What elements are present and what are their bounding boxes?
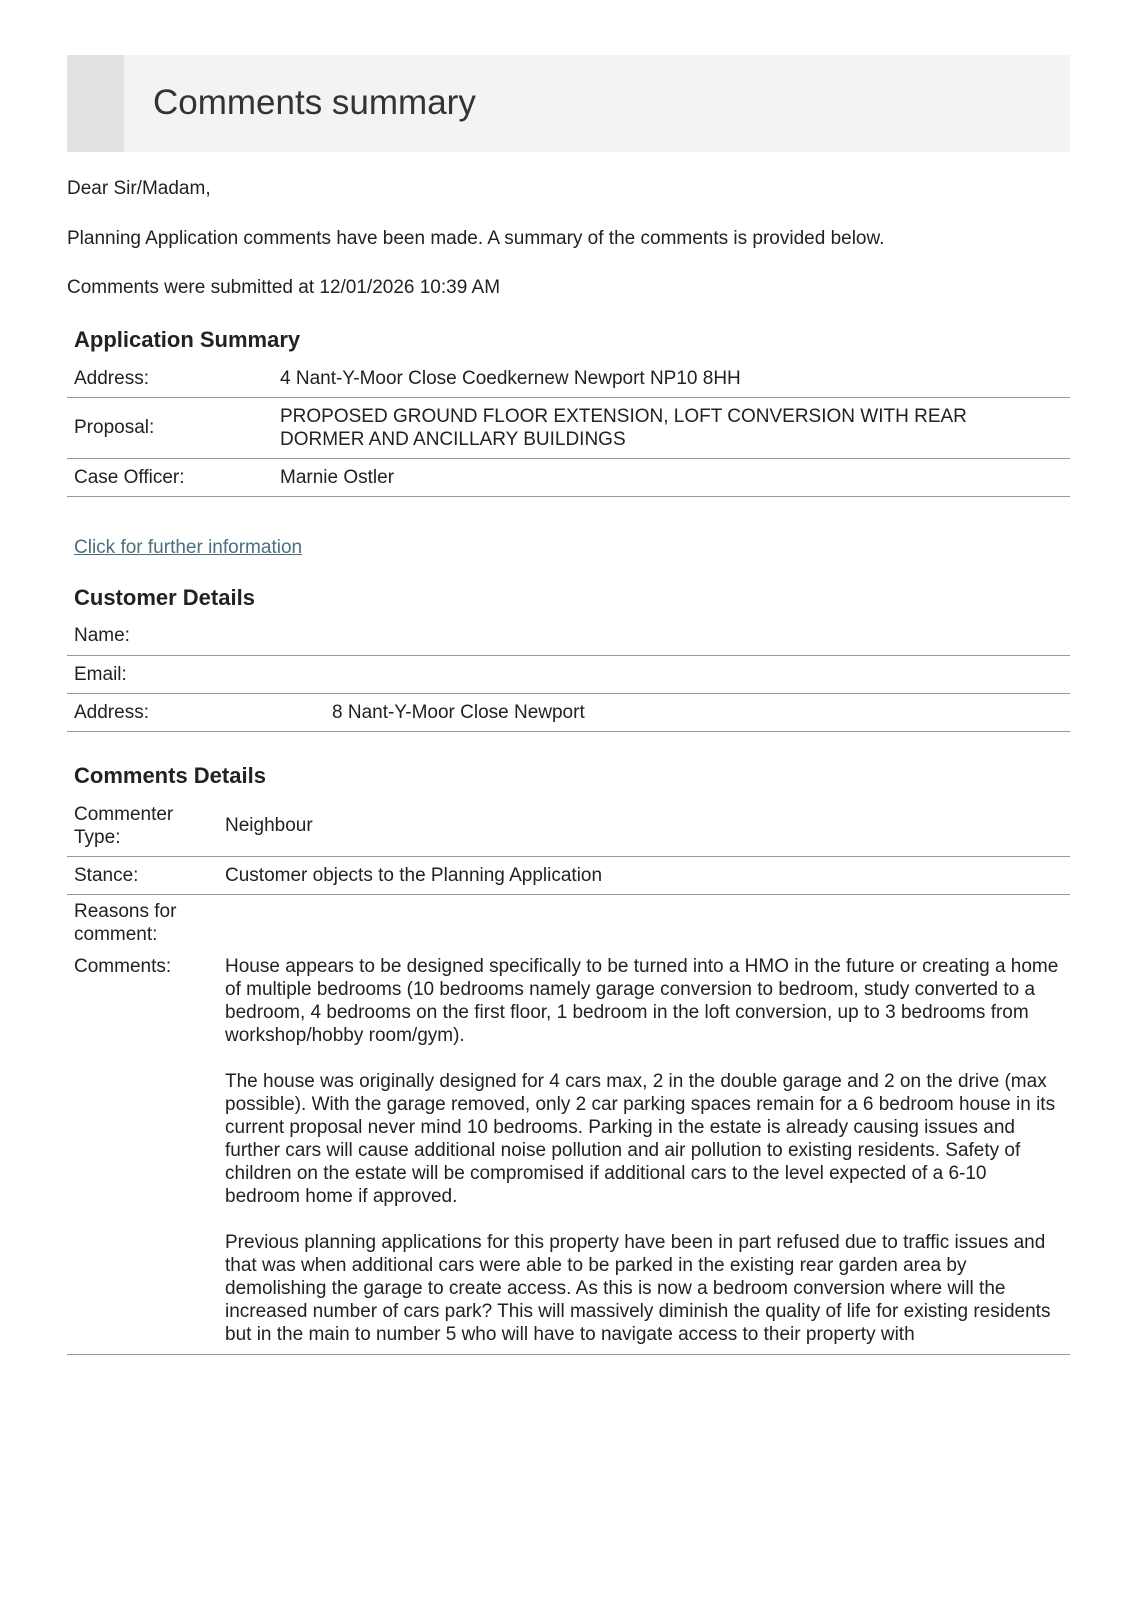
customer-details-table: [67, 617, 1070, 732]
header-accent: [67, 55, 124, 152]
email-value: [325, 655, 1070, 693]
commenter-type-value: Neighbour: [225, 815, 313, 837]
further-information-link[interactable]: Click for further information: [74, 537, 303, 558]
page-title: Comments summary: [153, 83, 476, 122]
application-summary-table: [67, 360, 1070, 497]
table-row: [67, 458, 1070, 496]
table-row: [67, 655, 1070, 693]
table-row: [67, 397, 1070, 458]
customer-details-title: Customer Details: [74, 585, 255, 610]
case-officer-value: Marnie Ostler: [280, 466, 395, 488]
stance-label: Stance:: [74, 864, 139, 886]
comments-details-table: [67, 796, 1070, 1355]
customer-address-label: Address:: [74, 701, 149, 723]
customer-address-value: 8 Nant-Y-Moor Close Newport: [332, 701, 585, 723]
comment-paragraph: House appears to be designed specifically to be turned into a HMO in the future or creating a home of multiple bedrooms (10 bedrooms namely garage conversion to bedroom, study converted to a bedroom, 4 bedrooms on the first floor, 1 bedroom in the loft conversion, up to 3 bedrooms from workshop/hobby room/gym).: [225, 956, 1059, 1046]
table-row: [67, 617, 1070, 655]
name-value: [325, 617, 1070, 655]
table-row: [67, 894, 1070, 952]
comment-paragraph: The house was originally designed for 4 cars max, 2 in the double garage and 2 on the drive (max possible). With the garage removed, only 2 car parking spaces remain for a 6 bedroom house in its current proposal never mind 10 bedrooms. Parking in the estate is already causing issues and further cars will cause additional noise pollution and air pollution to existing residents. Safety of children on the estate will be compromised if additional cars to the level expected of a 6-10 bedroom home if approved.: [225, 1071, 1056, 1207]
submitted-line: Comments were submitted at 12/01/2026 10:39 AM: [67, 277, 501, 298]
reasons-value: [218, 894, 1070, 952]
table-row: [67, 796, 1070, 856]
comment-paragraph: Previous planning applications for this property have been in part refused due to traffic issues and that was when additional cars were able to be parked in the existing rear garden area by demolishing the garage to create access. As this is now a bedroom conversion where will the increased number of cars park? This will massively diminish the quality of life for existing residents but in the main to number 5 who will have to navigate access to their property with: [225, 1232, 1051, 1345]
name-label: Name:: [74, 625, 130, 647]
comments-text: [218, 952, 1070, 1355]
table-row: [67, 856, 1070, 894]
comments-details-title: Comments Details: [74, 763, 266, 788]
proposal-value: PROPOSED GROUND FLOOR EXTENSION, LOFT CONVERSION WITH REAR DORMER AND ANCILLARY BUILDINGS: [280, 405, 967, 450]
greeting: Dear Sir/Madam,: [67, 178, 211, 199]
stance-value: Customer objects to the Planning Application: [225, 864, 603, 886]
address-value: 4 Nant-Y-Moor Close Coedkernew Newport NP10 8HH: [280, 367, 741, 389]
table-row: [67, 360, 1070, 397]
table-row: [67, 693, 1070, 731]
address-label: Address:: [74, 367, 149, 389]
commenter-type-label: Commenter Type:: [74, 803, 174, 848]
case-officer-label: Case Officer:: [74, 466, 185, 488]
table-row: [67, 952, 1070, 1355]
email-label: Email:: [74, 663, 127, 685]
intro-line: Planning Application comments have been made. A summary of the comments is provided below.: [67, 228, 885, 249]
header-bar: [67, 55, 1070, 152]
reasons-label: Reasons for comment:: [74, 901, 177, 946]
proposal-label: Proposal:: [74, 417, 155, 438]
comments-label: Comments:: [74, 956, 172, 977]
application-summary-title: Application Summary: [74, 327, 301, 352]
document-page: [67, 55, 1070, 1345]
